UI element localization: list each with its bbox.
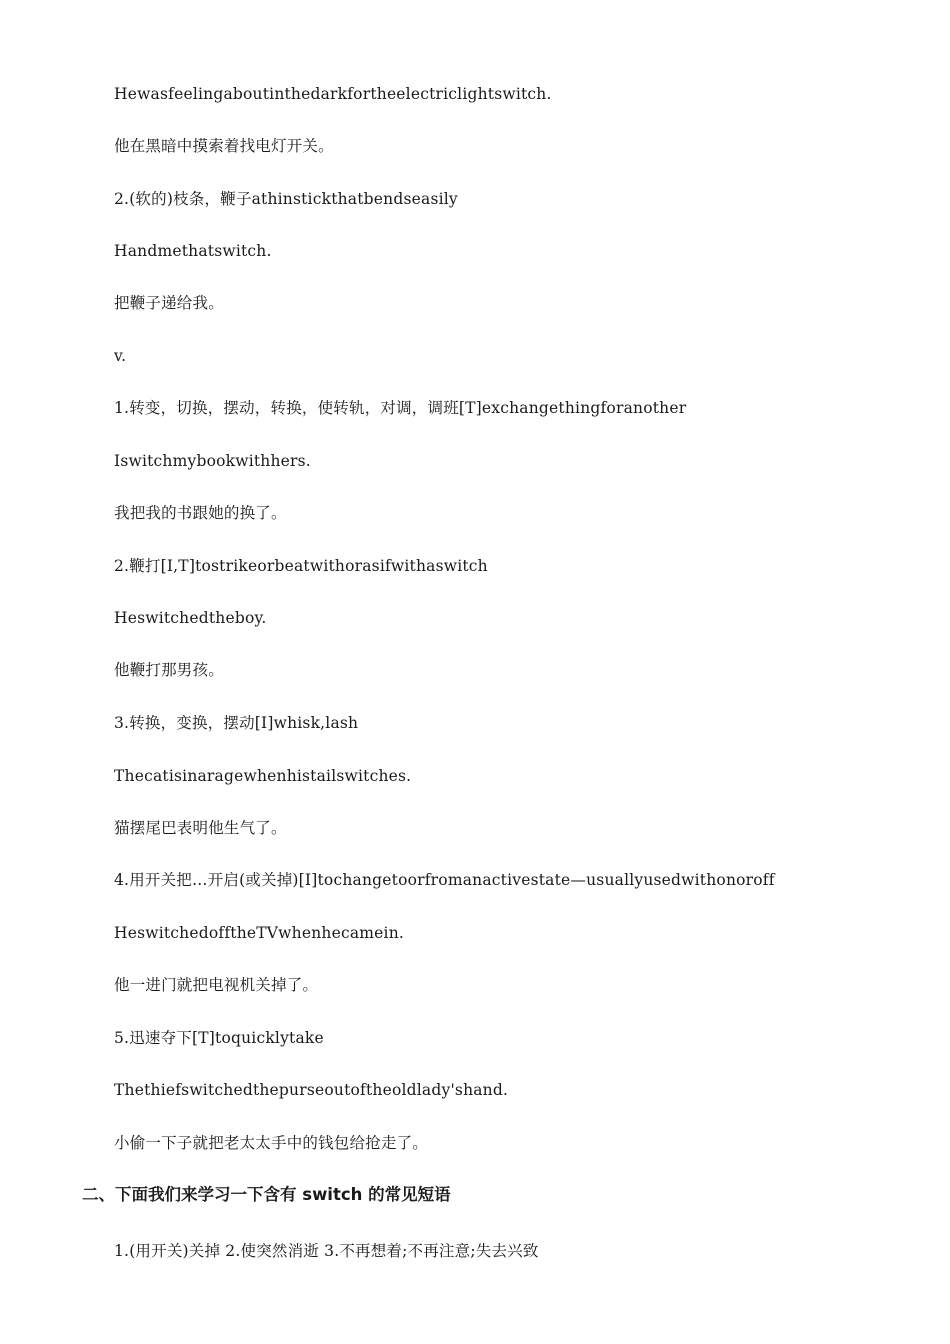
example-sentence-en: Iswitchmybookwithhers.	[114, 452, 311, 470]
part-of-speech-label: v.	[114, 347, 127, 365]
definition-line: 2.(软的)枝条，鞭子athinstickthatbendseasily	[114, 190, 458, 208]
section-heading: 二、下面我们来学习一下含有 switch 的常见短语	[82, 1185, 451, 1204]
definition-line: 5.迅速夺下[T]toquicklytake	[114, 1029, 324, 1047]
definition-line: 3.转换，变换，摆动[I]whisk,lash	[114, 714, 359, 732]
example-sentence-en: Handmethatswitch.	[114, 242, 272, 260]
definition-line: 2.鞭打[I,T]tostrikeorbeatwithorasifwithaswitch	[114, 557, 488, 575]
example-sentence-en: Heswitchedtheboy.	[114, 609, 267, 627]
definition-line: 1.转变，切换，摆动，转换，使转轨，对调，调班[T]exchangethingforanother	[114, 399, 687, 417]
example-sentence-zh: 他鞭打那男孩。	[114, 661, 224, 679]
example-sentence-en: HeswitchedofftheTVwhenhecamein.	[114, 924, 404, 942]
example-sentence-zh: 猫摆尾巴表明他生气了。	[114, 819, 287, 837]
example-sentence-zh: 小偷一下子就把老太太手中的钱包给抢走了。	[114, 1134, 429, 1152]
phrase-list-line: 1.(用开关)关掉 2.使突然消逝 3.不再想着;不再注意;失去兴致	[114, 1242, 539, 1260]
example-sentence-zh: 他在黑暗中摸索着找电灯开关。	[114, 137, 334, 155]
example-sentence-zh: 他一进门就把电视机关掉了。	[114, 976, 319, 994]
example-sentence-en: Thecatisinaragewhenhistailswitches.	[114, 767, 412, 785]
example-sentence-en: Thethiefswitchedthepurseoutoftheoldlady'shand.	[114, 1081, 509, 1099]
definition-line: 4.用开关把…开启(或关掉)[I]tochangetoorfromanactivestate—usuallyusedwithonoroff	[114, 871, 775, 889]
example-sentence-zh: 我把我的书跟她的换了。	[114, 504, 287, 522]
example-sentence-zh: 把鞭子递给我。	[114, 294, 224, 312]
example-sentence-en: Hewasfeelingaboutinthedarkfortheelectriclightswitch.	[114, 85, 552, 103]
